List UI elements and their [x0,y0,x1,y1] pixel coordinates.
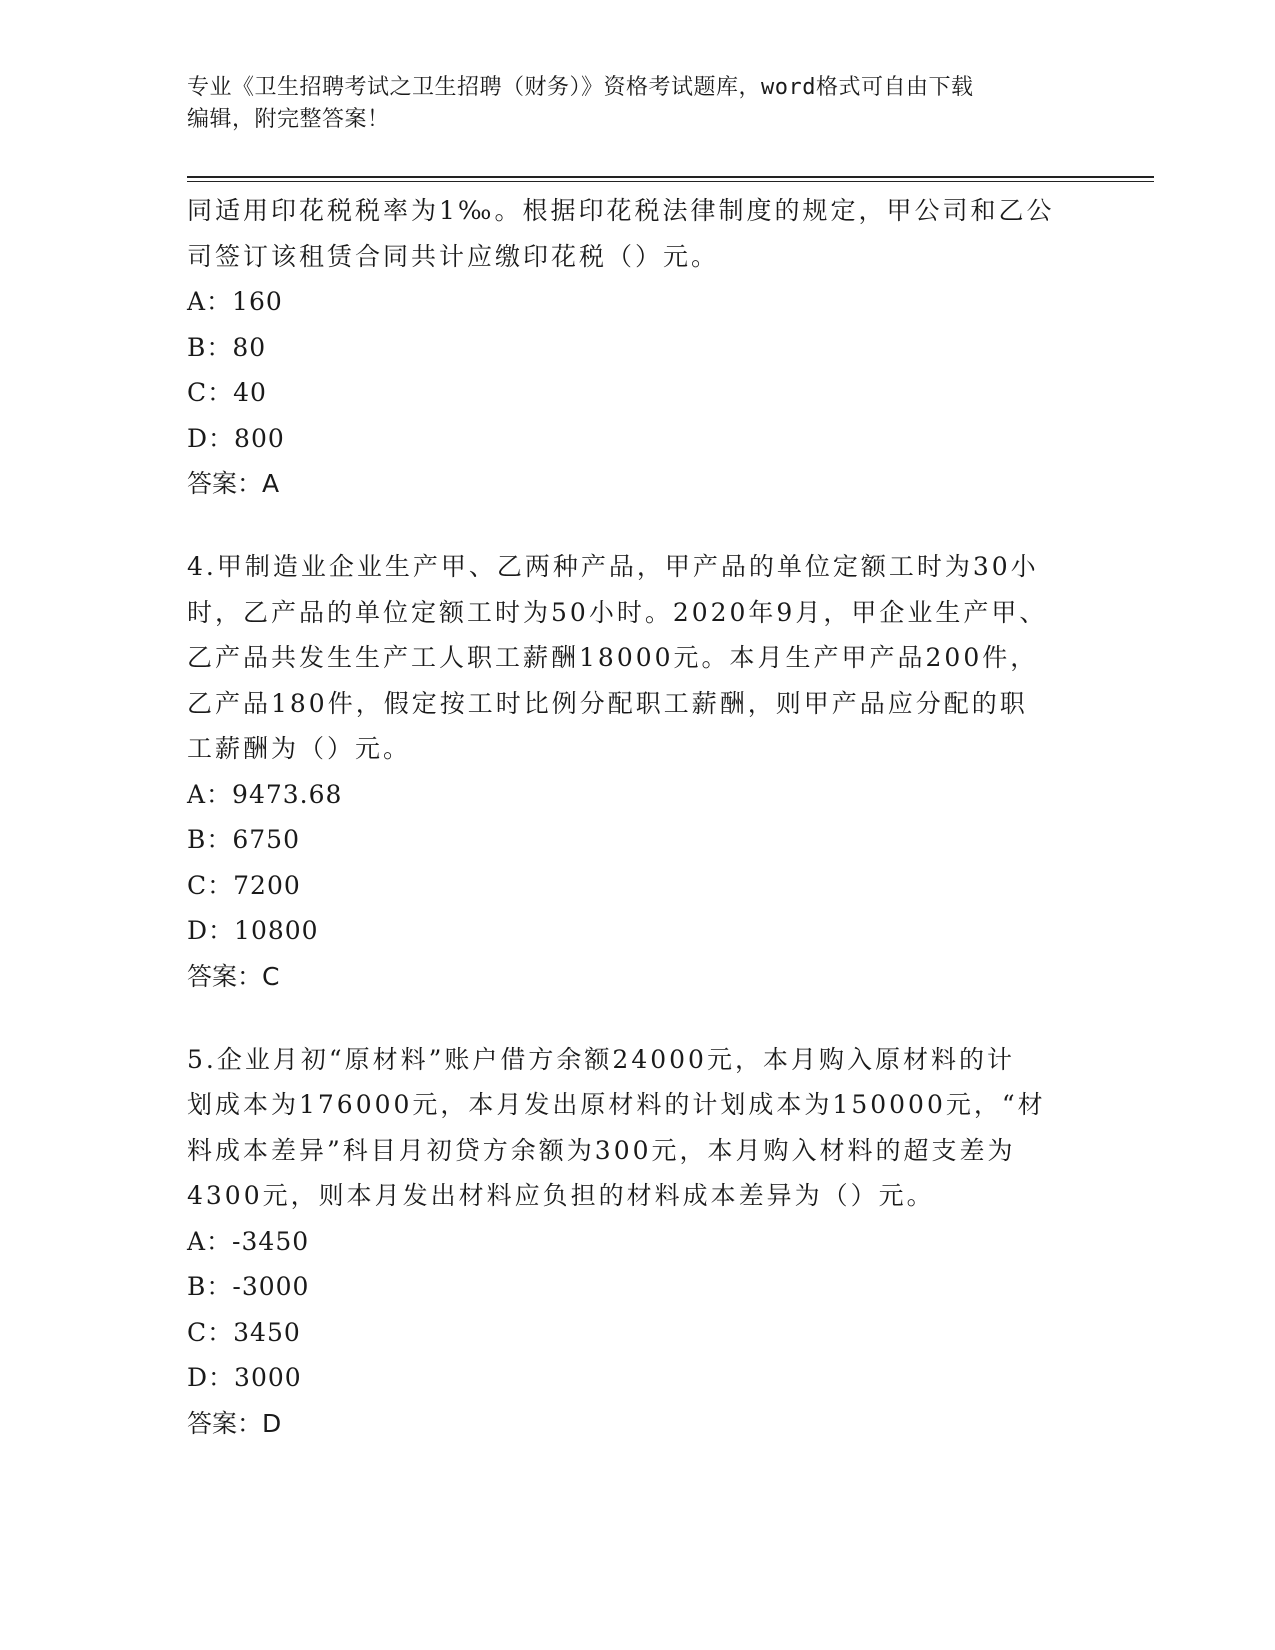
option-d: D：3000 [187,1363,302,1392]
answer: 答案：D [187,1408,282,1438]
option-a: A：-3450 [187,1226,310,1256]
option-b: B：6750 [187,825,300,854]
question-text-line: 时，乙产品的单位定额工时为50小时。2020年9月，甲企业生产甲、 [187,597,1048,627]
header-line-1: 专业《卫生招聘考试之卫生招聘（财务）》资格考试题库，word格式可自由下载 [187,75,974,100]
header-divider-thick [187,176,1154,178]
question-text-line: 司签订该租赁合同共计应缴印花税（）元。 [187,241,720,271]
question-list [187,188,1067,1446]
answer: 答案：A [187,469,280,498]
header-divider-thin [187,181,1154,182]
question-3 [187,188,1067,506]
option-b: B：80 [187,332,267,362]
option-a: A：9473.68 [187,779,343,809]
option-c: C：7200 [187,870,301,900]
question-text-line: 乙产品共发生生产工人职工薪酬18000元。本月生产甲产品200件， [187,643,1039,672]
question-text-line: 工薪酬为（）元。 [187,734,412,763]
option-d: D：10800 [187,916,319,945]
option-c: C：3450 [187,1317,301,1347]
question-4 [187,544,1067,999]
option-b: B：-3000 [187,1272,310,1301]
question-text-line: 划成本为176000元，本月发出原材料的计划成本为150000元，“材 [187,1090,1046,1119]
question-text-line: 5.企业月初“原材料”账户借方余额24000元，本月购入原材料的计 [187,1044,1015,1074]
question-text-line: 乙产品180件，假定按工时比例分配职工薪酬，则甲产品应分配的职 [187,688,1028,718]
document-header [187,72,1067,136]
option-a: A：160 [187,287,283,316]
question-text-line: 4300元，则本月发出材料应负担的材料成本差异为（）元。 [187,1181,935,1210]
question-text [187,544,1067,772]
question-text [187,1037,1067,1219]
answer: 答案：C [187,961,280,991]
option-d: D：800 [187,423,285,453]
question-5 [187,1037,1067,1446]
question-text-line: 料成本差异”科目月初贷方余额为300元，本月购入材料的超支差为 [187,1135,1016,1165]
header-line-2: 编辑，附完整答案！ [187,107,390,132]
question-text-line: 同适用印花税税率为1‰。根据印花税法律制度的规定，甲公司和乙公 [187,196,1055,225]
question-text [187,188,1067,279]
question-text-line: 4.甲制造业企业生产甲、乙两种产品，甲产品的单位定额工时为30小 [187,552,1039,581]
option-c: C：40 [187,378,267,407]
